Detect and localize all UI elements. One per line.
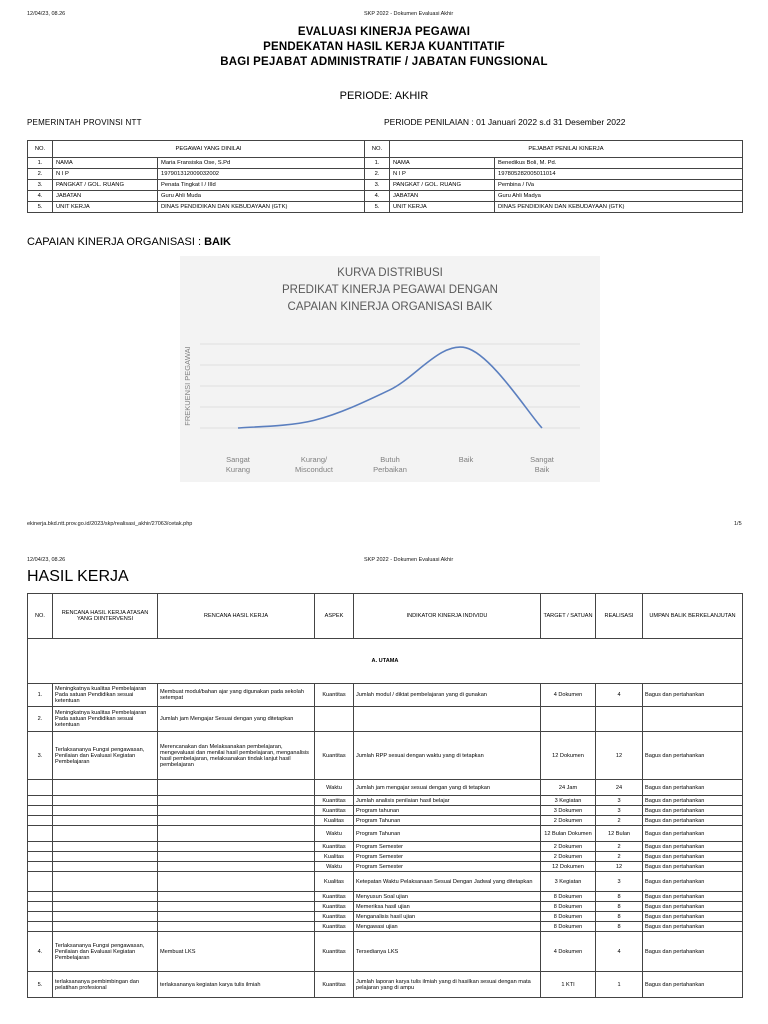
cell-target: 2 Dokumen	[541, 816, 596, 826]
cell-no	[28, 816, 53, 826]
capaian-kinerja	[27, 236, 231, 248]
cell-rhk: Membuat LKS	[158, 932, 315, 972]
cell-umpan-balik: Bagus dan pertahankan	[643, 842, 743, 852]
cell-target	[541, 707, 596, 732]
cell-aspek: Kuantitas	[315, 902, 354, 912]
table-row	[28, 780, 743, 796]
cell-no	[28, 862, 53, 872]
cell-aspek: Waktu	[315, 826, 354, 842]
cell-aspek: Kuantitas	[315, 922, 354, 932]
cell-indikator: Menganalisis hasil ujian	[354, 912, 541, 922]
distribution-chart	[180, 256, 600, 482]
y-axis-label: FREKUENSI PEGAWAI	[183, 346, 192, 426]
cell-rhk-atasan	[53, 922, 158, 932]
cell-target: 12 Dokumen	[541, 732, 596, 780]
cell-realisasi: 24	[596, 780, 643, 796]
row-value: Guru Ahli Muda	[158, 191, 365, 202]
cell-rhk	[158, 852, 315, 862]
cell-realisasi: 1	[596, 972, 643, 998]
cell-indikator: Program Semester	[354, 852, 541, 862]
cell-realisasi: 2	[596, 842, 643, 852]
footer-url[interactable]: ekinerja.bkd.ntt.prov.go.id/2023/skp/realisasi_akhir/27063/cetak.php	[27, 521, 193, 527]
table-row	[28, 972, 743, 998]
table-row	[28, 912, 743, 922]
cell-target: 4 Dokumen	[541, 684, 596, 707]
cell-umpan-balik: Bagus dan pertahankan	[643, 922, 743, 932]
row-label-2: UNIT KERJA	[390, 202, 495, 213]
cell-rhk	[158, 806, 315, 816]
hasil-kerja-table	[27, 593, 743, 998]
x-tick-label: Baik	[534, 465, 550, 474]
x-tick-label: Kurang/	[300, 455, 328, 464]
capaian-label: CAPAIAN KINERJA ORGANISASI :	[27, 236, 202, 248]
cell-aspek: Kualitas	[315, 872, 354, 892]
cell-rhk-atasan: Terlaksananya Fungsi pengawasan, Penilaian dan Evaluasi Kegiatan Pembelajaran	[53, 932, 158, 972]
title-line-2: PENDEKATAN HASIL KERJA KUANTITATIF	[263, 41, 505, 53]
cell-no: 4.	[28, 932, 53, 972]
table-row	[28, 892, 743, 902]
cell-realisasi: 3	[596, 872, 643, 892]
cell-aspek: Kualitas	[315, 852, 354, 862]
row-label: NAMA	[53, 158, 158, 169]
cell-target: 2 Dokumen	[541, 842, 596, 852]
series-line	[238, 347, 542, 428]
row-value-2: DINAS PENDIDIKAN DAN KEBUDAYAAN (GTK)	[495, 202, 743, 213]
table-row	[28, 842, 743, 852]
cell-umpan-balik: Bagus dan pertahankan	[643, 972, 743, 998]
cell-indikator: Memeriksa hasil ujian	[354, 902, 541, 912]
cell-umpan-balik: Bagus dan pertahankan	[643, 732, 743, 780]
x-tick-label: Butuh	[380, 455, 400, 464]
cell-rhk	[158, 816, 315, 826]
x-tick-label: Kurang	[225, 465, 251, 474]
employee-table	[27, 140, 743, 213]
chart-svg	[180, 256, 600, 482]
cell-realisasi: 3	[596, 806, 643, 816]
cell-target: 8 Dokumen	[541, 922, 596, 932]
cell-umpan-balik: Bagus dan pertahankan	[643, 932, 743, 972]
table-row	[28, 902, 743, 912]
row-no-2: 2.	[365, 169, 390, 180]
cell-indikator: Mengawasi ujian	[354, 922, 541, 932]
col-umpan-balik: UMPAN BALIK BERKELANJUTAN	[643, 594, 743, 639]
cell-rhk-atasan	[53, 780, 158, 796]
title-line-3: BAGI PEJABAT ADMINISTRATIF / JABATAN FUNGSIONAL	[220, 56, 548, 68]
periode-penilaian: PERIODE PENILAIAN : 01 Januari 2022 s.d 31 Desember 2022	[384, 117, 626, 127]
cell-realisasi: 2	[596, 816, 643, 826]
cell-indikator: Jumlah analisis penilaian hasil belajar	[354, 796, 541, 806]
cell-target: 4 Dokumen	[541, 932, 596, 972]
col-rhk-atasan: RENCANA HASIL KERJA ATASAN YANG DIINTERVENSI	[53, 594, 158, 639]
cell-realisasi: 12	[596, 862, 643, 872]
col-indikator: INDIKATOR KINERJA INDIVIDU	[354, 594, 541, 639]
row-label: JABATAN	[53, 191, 158, 202]
cell-rhk-atasan	[53, 902, 158, 912]
x-tick-label: Baik	[458, 455, 474, 464]
cell-rhk: Jumlah jam Mengajar Sesuai dengan yang ditetapkan	[158, 707, 315, 732]
cell-umpan-balik: Bagus dan pertahankan	[643, 862, 743, 872]
row-value: Maria Fransiska Ose, S.Pd	[158, 158, 365, 169]
row-no: 3.	[28, 180, 53, 191]
table-row	[28, 732, 743, 780]
cell-indikator: Tersedianya LKS	[354, 932, 541, 972]
footer-page: 1/5	[734, 521, 742, 527]
cell-no: 3.	[28, 732, 53, 780]
cell-rhk-atasan	[53, 816, 158, 826]
cell-realisasi: 8	[596, 902, 643, 912]
x-tick-label: Sangat	[530, 455, 554, 464]
cell-no	[28, 780, 53, 796]
cell-target: 3 Kegiatan	[541, 796, 596, 806]
cell-realisasi: 4	[596, 684, 643, 707]
cell-realisasi: 8	[596, 892, 643, 902]
cell-no	[28, 806, 53, 816]
cell-umpan-balik: Bagus dan pertahankan	[643, 796, 743, 806]
cell-realisasi: 12	[596, 732, 643, 780]
cell-umpan-balik: Bagus dan pertahankan	[643, 806, 743, 816]
col-no: NO.	[28, 141, 53, 158]
row-no: 4.	[28, 191, 53, 202]
row-value-2: 197805282005011014	[495, 169, 743, 180]
cell-target: 8 Dokumen	[541, 902, 596, 912]
periode: PERIODE: AKHIR	[339, 90, 429, 102]
cell-target: 2 Dokumen	[541, 852, 596, 862]
cell-indikator: Program Semester	[354, 842, 541, 852]
cell-rhk-atasan	[53, 796, 158, 806]
row-no: 5.	[28, 202, 53, 213]
cell-indikator: Ketepatan Waktu Pelaksanaan Sesuai Dengan Jadwal yang ditetapkan	[354, 872, 541, 892]
row-value-2: Benedikus Boli, M. Pd.	[495, 158, 743, 169]
cell-rhk-atasan	[53, 842, 158, 852]
cell-rhk: terlaksananya kegiatan karya tulis ilmiah	[158, 972, 315, 998]
cell-indikator: Program Tahunan	[354, 826, 541, 842]
employee-row	[28, 191, 743, 202]
col-no-2: NO.	[365, 141, 390, 158]
cell-target: 1 KTI	[541, 972, 596, 998]
col-realisasi: REALISASI	[596, 594, 643, 639]
cell-realisasi: 2	[596, 852, 643, 862]
cell-umpan-balik: Bagus dan pertahankan	[643, 852, 743, 862]
cell-rhk-atasan	[53, 806, 158, 816]
cell-no	[28, 922, 53, 932]
cell-no	[28, 902, 53, 912]
table-row	[28, 826, 743, 842]
cell-umpan-balik: Bagus dan pertahankan	[643, 892, 743, 902]
cell-indikator: Jumlah jam mengajar sesuai dengan yang di tetapkan	[354, 780, 541, 796]
cell-rhk	[158, 902, 315, 912]
cell-target: 12 Bulan Dokumen	[541, 826, 596, 842]
print-timestamp: 12/04/23, 08.26	[27, 11, 66, 17]
table-row	[28, 862, 743, 872]
cell-target: 8 Dokumen	[541, 912, 596, 922]
cell-no	[28, 796, 53, 806]
cell-aspek	[315, 707, 354, 732]
row-no-2: 3.	[365, 180, 390, 191]
row-no-2: 5.	[365, 202, 390, 213]
col-rhk: RENCANA HASIL KERJA	[158, 594, 315, 639]
x-tick-label: Perbaikan	[373, 465, 407, 474]
cell-realisasi: 8	[596, 922, 643, 932]
cell-target: 3 Dokumen	[541, 806, 596, 816]
row-value-2: Pembina / IVa	[495, 180, 743, 191]
row-no-2: 4.	[365, 191, 390, 202]
employee-row	[28, 202, 743, 213]
cell-no	[28, 872, 53, 892]
cell-no	[28, 892, 53, 902]
cell-umpan-balik: Bagus dan pertahankan	[643, 872, 743, 892]
cell-no: 5.	[28, 972, 53, 998]
cell-rhk	[158, 780, 315, 796]
capaian-value: BAIK	[204, 236, 231, 248]
cell-rhk	[158, 892, 315, 902]
table-row	[28, 806, 743, 816]
cell-rhk: Membuat modul/bahan ajar yang digunakan pada sekolah setempat	[158, 684, 315, 707]
cell-indikator: Program Semester	[354, 862, 541, 872]
row-no: 2.	[28, 169, 53, 180]
cell-aspek: Kuantitas	[315, 912, 354, 922]
title-line-1: EVALUASI KINERJA PEGAWAI	[297, 26, 471, 38]
cell-rhk-atasan: Terlaksananya Fungsi pengawasan, Penilaian dan Evaluasi Kegiatan Pembelajaran	[53, 732, 158, 780]
cell-no	[28, 842, 53, 852]
row-label-2: N I P	[390, 169, 495, 180]
row-no: 1.	[28, 158, 53, 169]
row-value: DINAS PENDIDIKAN DAN KEBUDAYAAN (GTK)	[158, 202, 365, 213]
employee-row	[28, 169, 743, 180]
table-row	[28, 684, 743, 707]
chart-title-line: PREDIKAT KINERJA PEGAWAI DENGAN	[282, 284, 498, 296]
cell-rhk-atasan	[53, 912, 158, 922]
cell-umpan-balik	[643, 707, 743, 732]
col-target: TARGET / SATUAN	[541, 594, 596, 639]
row-label-2: NAMA	[390, 158, 495, 169]
row-label: PANGKAT / GOL. RUANG	[53, 180, 158, 191]
cell-indikator: Jumlah laporan karya tulis ilmiah yang di hasilkan sesuai dengan mata pelajaran yang di ampu	[354, 972, 541, 998]
cell-no: 1.	[28, 684, 53, 707]
row-no-2: 1.	[365, 158, 390, 169]
cell-rhk-atasan	[53, 826, 158, 842]
cell-aspek: Kuantitas	[315, 932, 354, 972]
table-row	[28, 872, 743, 892]
x-tick-label: Misconduct	[295, 465, 333, 474]
cell-umpan-balik: Bagus dan pertahankan	[643, 816, 743, 826]
cell-aspek: Kuantitas	[315, 892, 354, 902]
cell-realisasi	[596, 707, 643, 732]
cell-rhk-atasan	[53, 892, 158, 902]
employee-row	[28, 180, 743, 191]
table-row	[28, 922, 743, 932]
cell-rhk	[158, 796, 315, 806]
cell-aspek: Kuantitas	[315, 684, 354, 707]
cell-aspek: Kuantitas	[315, 842, 354, 852]
cell-rhk	[158, 922, 315, 932]
employee-row	[28, 158, 743, 169]
cell-indikator: Jumlah modul / diktat pembelajaran yang di gunakan	[354, 684, 541, 707]
row-value-2: Guru Ahli Madya	[495, 191, 743, 202]
cell-umpan-balik: Bagus dan pertahankan	[643, 684, 743, 707]
instansi: PEMERINTAH PROVINSI NTT	[27, 118, 142, 127]
cell-aspek: Kuantitas	[315, 732, 354, 780]
cell-rhk-atasan: terlaksananya pembimbingan dan pelatihan profesional	[53, 972, 158, 998]
chart-title-line: CAPAIAN KINERJA ORGANISASI BAIK	[287, 301, 493, 313]
cell-target: 12 Dokumen	[541, 862, 596, 872]
cell-no	[28, 852, 53, 862]
cell-target: 8 Dokumen	[541, 892, 596, 902]
cell-rhk	[158, 872, 315, 892]
cell-realisasi: 3	[596, 796, 643, 806]
print-timestamp-2: 12/04/23, 08.26	[27, 557, 66, 563]
table-row	[28, 932, 743, 972]
row-value: Penata Tingkat I / IIId	[158, 180, 365, 191]
cell-umpan-balik: Bagus dan pertahankan	[643, 826, 743, 842]
cell-aspek: Kuantitas	[315, 806, 354, 816]
row-label: N I P	[53, 169, 158, 180]
row-label: UNIT KERJA	[53, 202, 158, 213]
cell-rhk-atasan	[53, 862, 158, 872]
row-value: 197901312009032002	[158, 169, 365, 180]
cell-rhk	[158, 842, 315, 852]
cell-target: 3 Kegiatan	[541, 872, 596, 892]
cell-indikator	[354, 707, 541, 732]
cell-realisasi: 8	[596, 912, 643, 922]
cell-rhk-atasan: Meningkatnya kualitas Pembelajaran Pada satuan Pendidikan sesuai ketentuan	[53, 707, 158, 732]
cell-realisasi: 12 Bulan	[596, 826, 643, 842]
cell-umpan-balik: Bagus dan pertahankan	[643, 902, 743, 912]
cell-aspek: Waktu	[315, 780, 354, 796]
cell-rhk	[158, 826, 315, 842]
cell-aspek: Kuantitas	[315, 796, 354, 806]
cell-rhk-atasan: Meningkatnya kualitas Pembelajaran Pada satuan Pendidikan sesuai ketentuan	[53, 684, 158, 707]
cell-no	[28, 912, 53, 922]
row-label-2: JABATAN	[390, 191, 495, 202]
cell-no: 2.	[28, 707, 53, 732]
col-pegawai: PEGAWAI YANG DINILAI	[53, 141, 365, 158]
cell-aspek: Kuantitas	[315, 972, 354, 998]
table-row	[28, 852, 743, 862]
x-tick-label: Sangat	[226, 455, 250, 464]
cell-target: 24 Jam	[541, 780, 596, 796]
section-title: HASIL KERJA	[27, 568, 129, 585]
cell-realisasi: 4	[596, 932, 643, 972]
cell-rhk-atasan	[53, 872, 158, 892]
cell-umpan-balik: Bagus dan pertahankan	[643, 780, 743, 796]
chart-title-line: KURVA DISTRIBUSI	[337, 267, 443, 279]
cell-no	[28, 826, 53, 842]
cell-aspek: Waktu	[315, 862, 354, 872]
print-doc-title: SKP 2022 - Dokumen Evaluasi Akhir	[364, 11, 454, 17]
cell-indikator: Program Tahunan	[354, 816, 541, 826]
print-doc-title-2: SKP 2022 - Dokumen Evaluasi Akhir	[364, 557, 454, 563]
cell-indikator: Jumlah RPP sesuai dengan waktu yang di tetapkan	[354, 732, 541, 780]
cell-aspek: Kualitas	[315, 816, 354, 826]
cell-umpan-balik: Bagus dan pertahankan	[643, 912, 743, 922]
col-aspek: ASPEK	[315, 594, 354, 639]
table-row	[28, 796, 743, 806]
row-label-2: PANGKAT / GOL. RUANG	[390, 180, 495, 191]
col-no: NO.	[28, 594, 53, 639]
table-row	[28, 707, 743, 732]
cell-indikator: Menyusun Soal ujian	[354, 892, 541, 902]
section-utama: A. UTAMA	[28, 639, 743, 684]
cell-rhk	[158, 862, 315, 872]
table-row	[28, 816, 743, 826]
cell-rhk-atasan	[53, 852, 158, 862]
cell-indikator: Program tahunan	[354, 806, 541, 816]
col-penilai: PEJABAT PENILAI KINERJA	[390, 141, 743, 158]
cell-rhk: Merencanakan dan Melaksanakan pembelajaran, mengevaluasi dan menilai hasil pembelajaran, menganalisis hasil pembelajaran, melaksanakan tindak lanjut hasil pembelajaran	[158, 732, 315, 780]
cell-rhk	[158, 912, 315, 922]
